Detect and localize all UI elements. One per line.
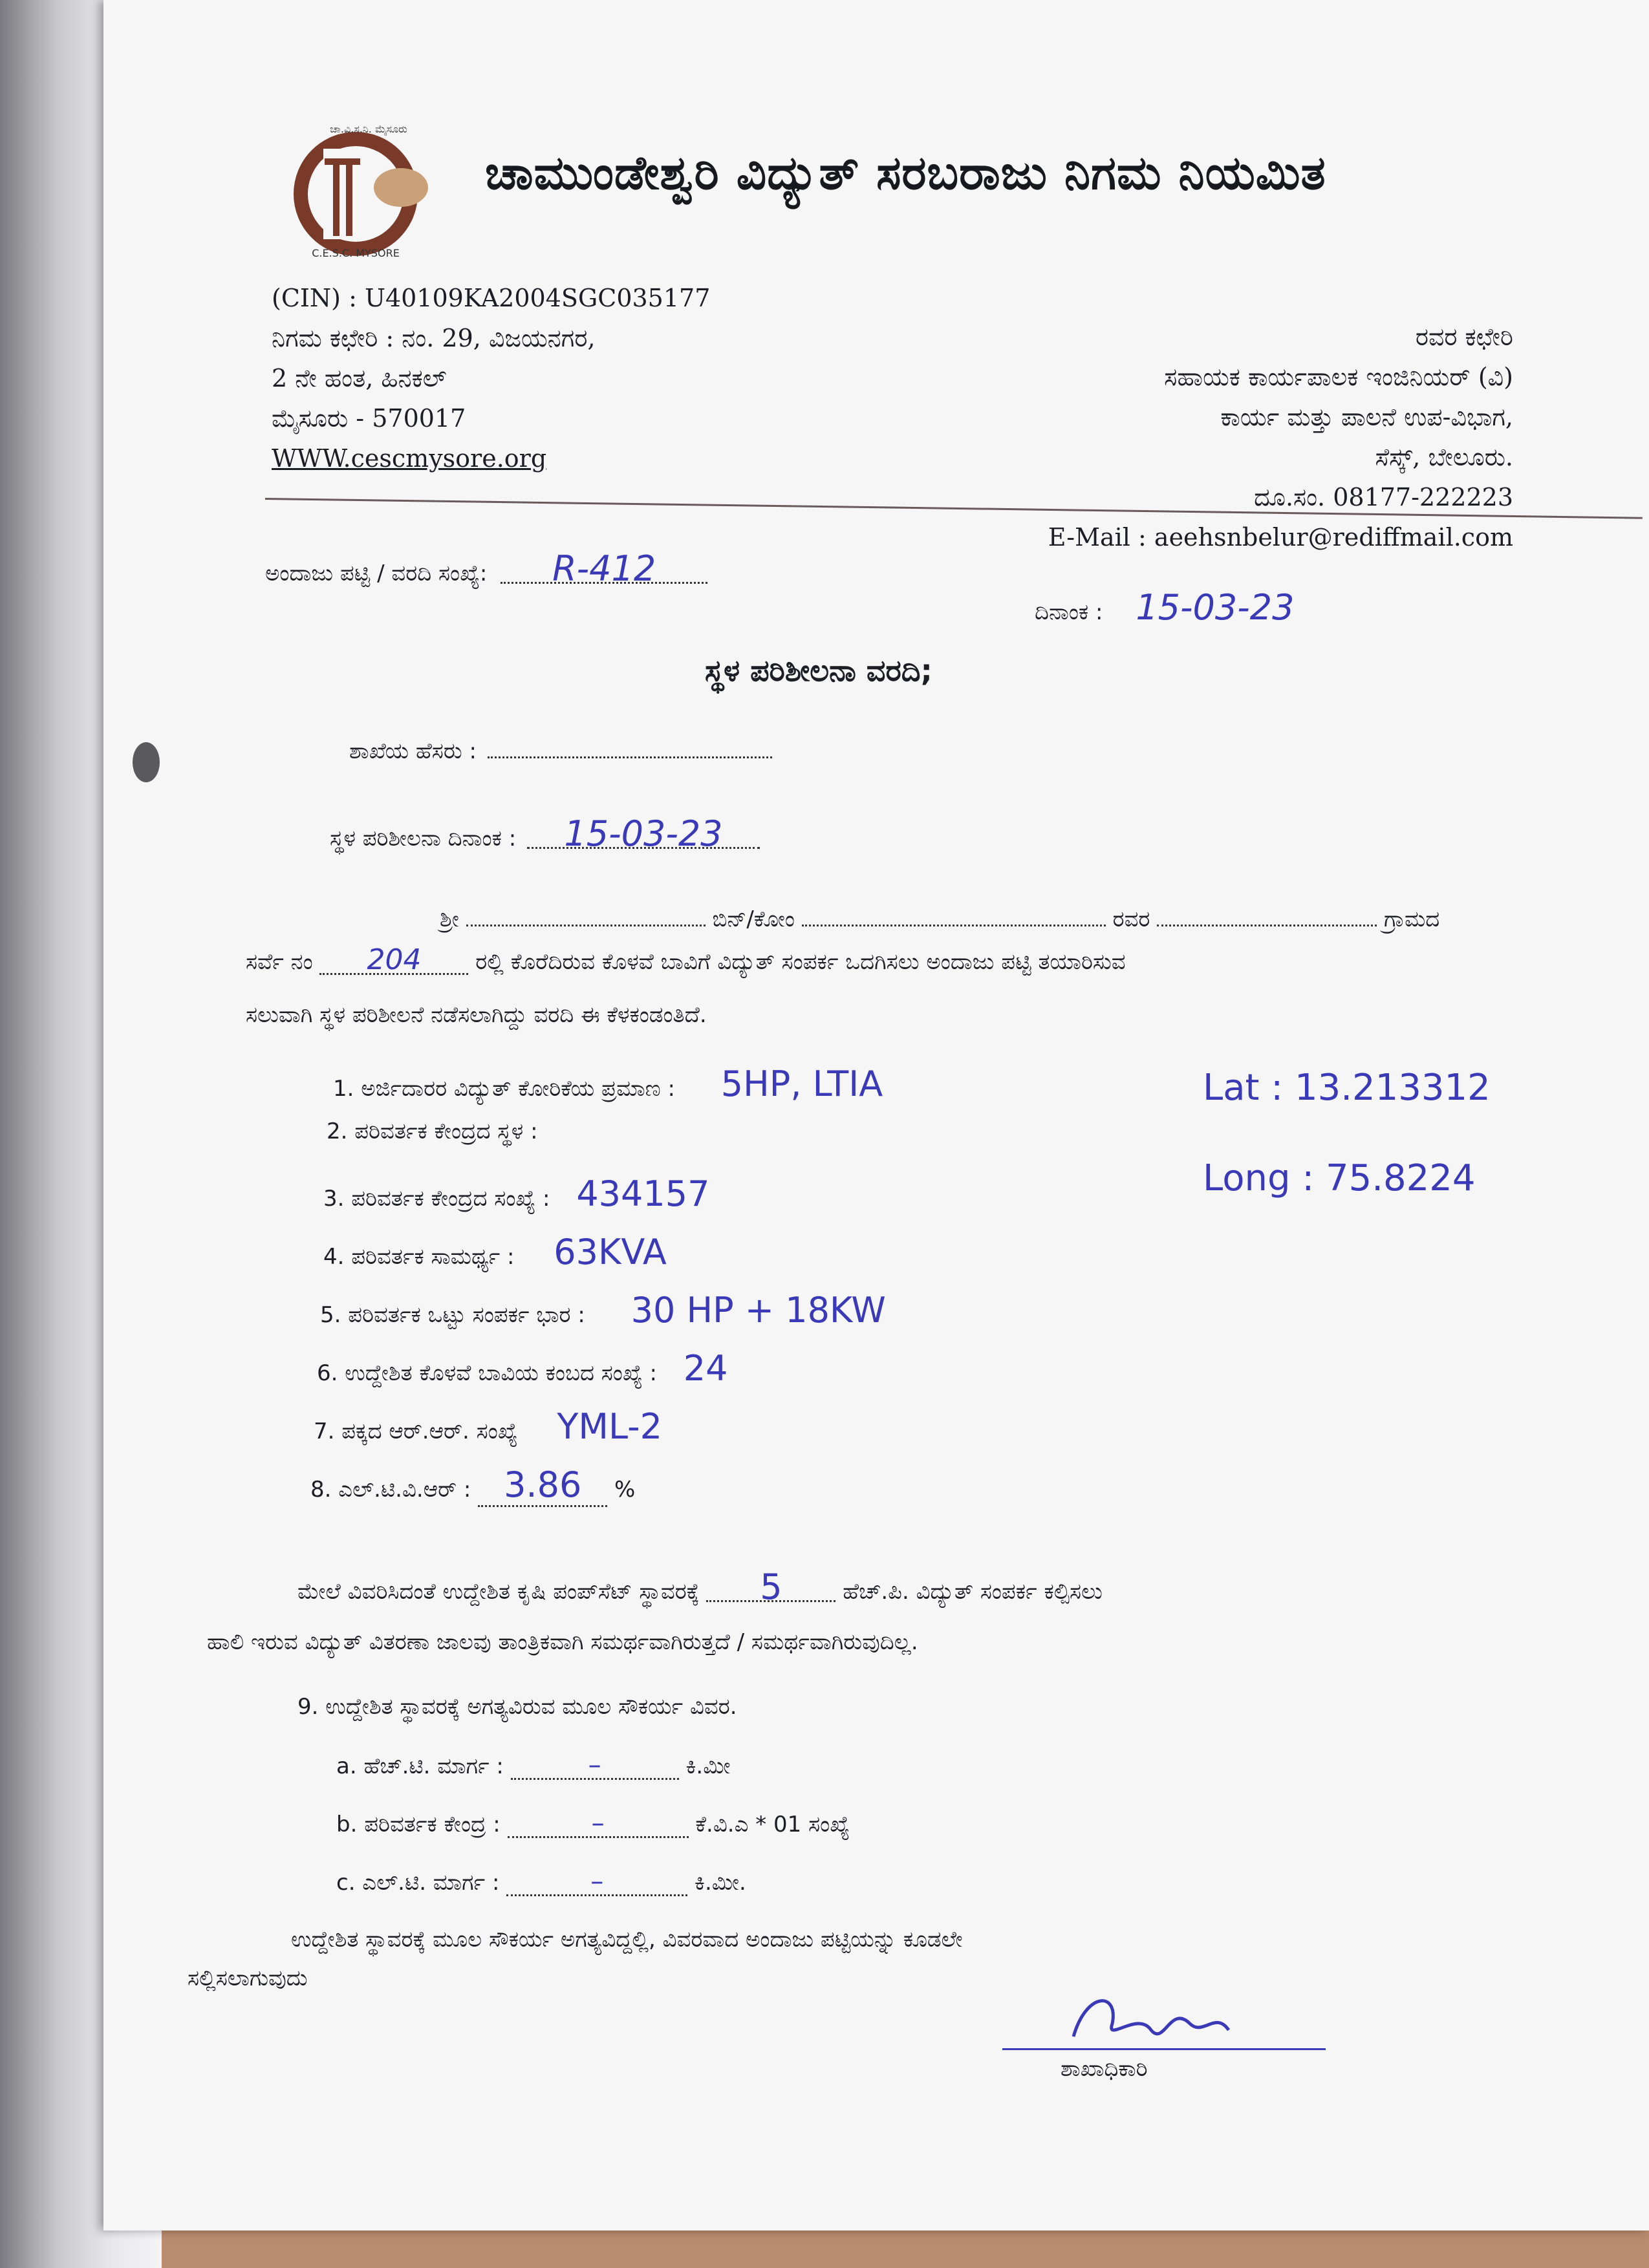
applicant-row <box>440 905 1439 932</box>
item-value: 30 HP + 18KW <box>630 1290 886 1331</box>
survey-label: ಸರ್ವೆ ನಂ <box>246 949 313 975</box>
branch-label: ಶಾಖೆಯ ಹೆಸರು : <box>349 738 477 764</box>
sub-item-label: b. ಪರಿವರ್ತಕ ಕೇಂದ್ರ : <box>336 1812 501 1837</box>
inspection-date-row <box>330 813 760 854</box>
sub-item-row <box>336 1752 730 1780</box>
item-label: 3. ಪರಿವರ್ತಕ ಕೇಂದ್ರದ ಸಂಖ್ಯೆ : <box>323 1186 550 1212</box>
date-label: ದಿನಾಂಕ : <box>1035 599 1103 625</box>
address-line: ಸಹಾಯಕ ಕಾರ್ಯಪಾಲಕ ಇಂಜಿನಿಯರ್ (ವಿ) <box>1164 363 1513 391</box>
ravara-label: ರವರ <box>1112 906 1150 932</box>
sub-item-unit: ಕಿ.ಮೀ. <box>695 1870 746 1896</box>
company-title: ಚಾಮುಂಡೇಶ್ವರಿ ವಿದ್ಯುತ್ ಸರಬರಾಜು ನಿಗಮ ನಿಯಮಿತ <box>485 145 1326 200</box>
shri-label: ಶ್ರೀ <box>440 906 459 932</box>
paragraph-text: ಮೇಲೆ ವಿವರಿಸಿದಂತೆ ಉದ್ದೇಶಿತ ಕೃಷಿ ಪಂಪ್‌ಸೆಟ್ ಸ್ಥಾವರಕ್ಕೆ <box>297 1579 700 1605</box>
paragraph-text: ಉದ್ದೇಶಿತ ಸ್ಥಾವರಕ್ಕೆ ಮೂಲ ಸೌಕರ್ಯ ಅಗತ್ಯವಿದ್ದಲ್ಲಿ, ವಿವರವಾದ ಅಂದಾಜು ಪಟ್ಟಿಯನ್ನು ಕೂಡಲೇ <box>291 1927 963 1952</box>
percent-sign: % <box>614 1477 636 1503</box>
latitude: Lat : 13.213312 <box>1203 1067 1491 1109</box>
item-value: YML-2 <box>557 1406 662 1447</box>
paragraph-text: ಹೆಚ್.ಪಿ. ವಿದ್ಯುತ್ ಸಂಪರ್ಕ ಕಲ್ಪಿಸಲು <box>843 1579 1103 1605</box>
sub-item-unit: ಕೆ.ವಿ.ಎ * 01 ಸಂಖ್ಯೆ <box>695 1812 850 1837</box>
item-row <box>320 1290 886 1331</box>
date-value: 15-03-23 <box>1136 587 1295 628</box>
hp-value: 5 <box>706 1574 835 1602</box>
longitude: Long : 75.8224 <box>1203 1157 1476 1199</box>
item-label: 8. ಎಲ್.ಟಿ.ವಿ.ಆರ್ : <box>310 1477 471 1503</box>
address-line: ನಿಗಮ ಕಛೇರಿ : ನಂ. 29, ವಿಜಯನಗರ, <box>272 324 596 352</box>
sub-item-label: a. ಹೆಚ್.ಟಿ. ಮಾರ್ಗ : <box>336 1753 504 1779</box>
address-line: 2 ನೇ ಹಂತ, ಹಿನಕಲ್ <box>272 364 447 392</box>
sub-item-label: c. ಎಲ್.ಟಿ. ಮಾರ್ಗ : <box>336 1870 500 1896</box>
estimate-number-row <box>265 548 707 589</box>
cin-number: (CIN) : U40109KA2004SGC035177 <box>272 284 711 312</box>
cesc-logo <box>285 113 453 262</box>
item-label: 4. ಪರಿವರ್ತಕ ಸಾಮರ್ಥ್ಯ : <box>323 1244 515 1270</box>
signature-label: ಶಾಖಾಧಿಕಾರಿ <box>1061 2056 1148 2082</box>
logo-text-bottom: C.E.S.C. MYSORE <box>312 247 400 259</box>
logo-text-top: ಚಾ.ವಿ.ಸ.ನಿ. ಮೈಸೂರು <box>330 123 407 135</box>
item-row <box>323 1173 709 1214</box>
office-address <box>1009 317 1513 557</box>
item-value: 3.86 <box>478 1464 607 1507</box>
email-address: E-Mail : aeehsnbelur@rediffmail.com <box>1048 523 1513 551</box>
item-label: 5. ಪರಿವರ್ತಕ ಒಟ್ಟು ಸಂಪರ್ಕ ಭಾರ : <box>320 1302 585 1328</box>
bin-label: ಬಿನ್/ಕೋಂ <box>712 906 795 932</box>
sub-item-value: – <box>511 1752 679 1780</box>
sub-item-unit: ಕಿ.ಮೀ <box>685 1753 731 1779</box>
paragraph-text: ಸಲ್ಲಿಸಲಾಗುವುದು <box>188 1965 308 1991</box>
date-row <box>1035 587 1295 628</box>
sub-item-value: – <box>508 1810 689 1838</box>
paragraph-text: ಹಾಲಿ ಇರುವ ವಿದ್ಯುತ್ ವಿತರಣಾ ಜಾಲವು ತಾಂತ್ರಿಕವಾಗಿ ಸಮರ್ಥವಾಗಿರುತ್ತದೆ / ಸಮರ್ಥವಾಗಿರುವುದಿಲ್ಲ. <box>207 1629 918 1655</box>
address-line: ಕಾರ್ಯ ಮತ್ತು ಪಾಲನೆ ಉಪ-ವಿಭಾಗ, <box>1220 403 1513 431</box>
item-label: 2. ಪರಿವರ್ತಕ ಕೇಂದ್ರದ ಸ್ಥಳ : <box>327 1118 538 1144</box>
sub-item-row <box>336 1810 850 1838</box>
item-row <box>327 1118 538 1144</box>
village-name <box>1157 905 1377 926</box>
estimate-label: ಅಂದಾಜು ಪಟ್ಟಿ / ವರದಿ ಸಂಖ್ಯೆ: <box>265 561 488 586</box>
address-line: ಮೈಸೂರು - 570017 <box>272 404 466 433</box>
corporate-address <box>272 278 710 478</box>
sub-item-row <box>336 1868 746 1896</box>
applicant-name <box>466 905 706 926</box>
signature-mark <box>1061 1985 1255 2056</box>
capacity-paragraph <box>297 1567 1103 1607</box>
website-link[interactable]: WWW.cescmysore.org <box>272 444 547 473</box>
father-name <box>802 905 1106 926</box>
item-row <box>333 1064 883 1104</box>
survey-row <box>246 943 1126 976</box>
village-suffix: ಗ್ರಾಮದ <box>1384 906 1440 932</box>
paragraph-text: ರಲ್ಲಿ ಕೊರೆದಿರುವ ಕೊಳವೆ ಬಾವಿಗೆ ವಿದ್ಯುತ್ ಸಂಪರ್ಕ ಒದಗಿಸಲು ಅಂದಾಜು ಪಟ್ಟಿ ತಯಾರಿಸುವ <box>475 949 1126 975</box>
estimate-value: R-412 <box>501 556 707 584</box>
paragraph-text: ಸಲುವಾಗಿ ಸ್ಥಳ ಪರಿಶೀಲನೆ ನಡೆಸಲಾಗಿದ್ದು ವರದಿ ಈ ಕೆಳಕಂಡಂತಿದೆ. <box>246 1002 707 1028</box>
branch-value <box>488 737 772 758</box>
item-value: 434157 <box>576 1173 710 1214</box>
item-label: 6. ಉದ್ದೇಶಿತ ಕೊಳವೆ ಬಾವಿಯ ಕಂಬದ ಸಂಖ್ಯೆ : <box>317 1360 657 1386</box>
phone-number: ದೂ.ಸಂ. 08177-222223 <box>1254 483 1513 511</box>
address-line: ಸೆಸ್ಕ್, ಬೇಲೂರು. <box>1375 443 1513 471</box>
branch-row <box>349 737 772 764</box>
survey-value: 204 <box>319 947 468 975</box>
section-title: ಸ್ಥಳ ಪರಿಶೀಲನಾ ವರದಿ; <box>705 653 932 688</box>
sub-item-value: – <box>506 1868 687 1896</box>
item-row <box>310 1464 635 1507</box>
signature-line <box>1002 2048 1326 2050</box>
item-label: 1. ಅರ್ಜಿದಾರರ ವಿದ್ಯುತ್ ಕೋರಿಕೆಯ ಪ್ರಮಾಣ : <box>333 1076 675 1102</box>
item-value: 24 <box>683 1348 728 1389</box>
inspection-date-value: 15-03-23 <box>527 821 760 849</box>
item-row <box>323 1232 667 1272</box>
item-value: 5HP, LTIA <box>720 1064 883 1104</box>
item-label: 7. ಪಕ್ಕದ ಆರ್.ಆರ್. ಸಂಖ್ಯೆ <box>314 1418 518 1444</box>
item-row <box>317 1348 727 1389</box>
infrastructure-heading: 9. ಉದ್ದೇಶಿತ ಸ್ಥಾವರಕ್ಕೆ ಅಗತ್ಯವಿರುವ ಮೂಲ ಸೌಕರ್ಯ ವಿವರ. <box>297 1694 737 1720</box>
item-value: 63KVA <box>554 1232 667 1272</box>
binder-hole <box>133 742 160 782</box>
item-row <box>314 1406 662 1447</box>
address-line: ರವರ ಕಛೇರಿ <box>1415 323 1513 351</box>
inspection-date-label: ಸ್ಥಳ ಪರಿಶೀಲನಾ ದಿನಾಂಕ : <box>330 826 517 851</box>
